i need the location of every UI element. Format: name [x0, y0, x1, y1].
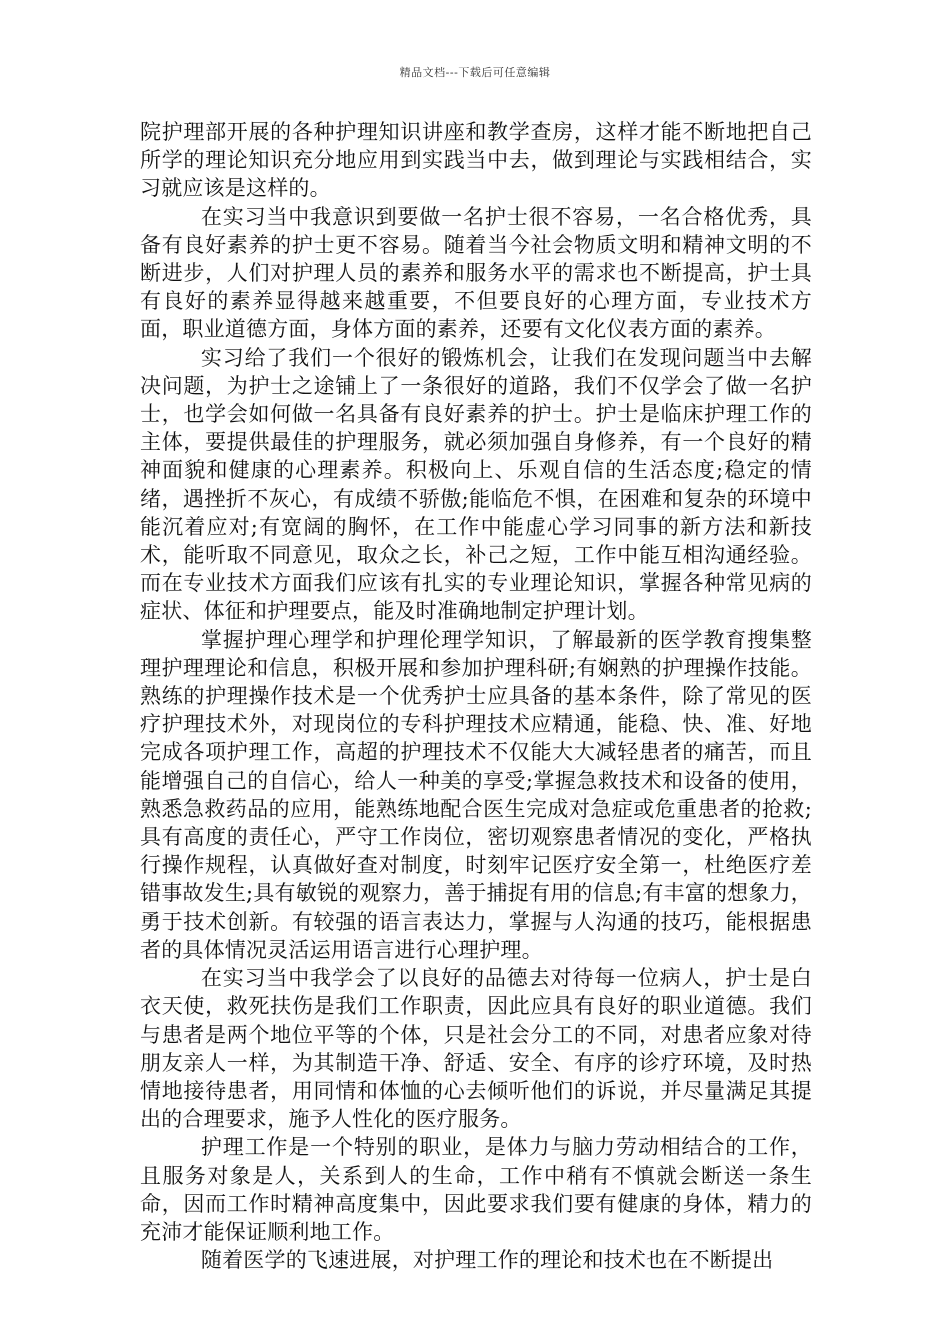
paragraph-continuation: 院护理部开展的各种护理知识讲座和教学查房，这样才能不断地把自己所学的理论知识充分地应用到实践当中去，做到理论与实践相结合，实习就应该是这样的。 — [140, 120, 812, 201]
paragraph-internship-opportunity: 实习给了我们一个很好的锻炼机会，让我们在发现问题当中去解决问题，为护士之途铺上了一条很好的道路，我们不仅学会了做一名护士，也学会如何做一名具备有良好素养的护士。护士是临床护理工作的主体，要提供最佳的护理服务，就必须加强自身修养，有一个良好的精神面貌和健康的心理素养。积极向上、乐观自信的生活态度;稳定的情绪，遇挫折不灰心，有成绩不骄傲;能临危不惧，在困难和复杂的环境中能沉着应对;有宽阔的胸怀，在工作中能虚心学习同事的新方法和新技术，能听取不同意见，取众之长，补己之短，工作中能互相沟通经验。而在专业技术方面我们应该有扎实的专业理论知识，掌握各种常见病的症状、体征和护理要点，能及时准确地制定护理计划。 — [140, 345, 812, 624]
paragraph-medical-progress: 随着医学的飞速进展，对护理工作的理论和技术也在不断提出 — [200, 1248, 774, 1273]
document-body — [140, 118, 812, 1274]
paragraph-professional-ethics: 在实习当中我学会了以良好的品德去对待每一位病人，护士是白衣天使，救死扶伤是我们工作职责，因此应具有良好的职业道德。我们与患者是两个地位平等的个体，只是社会分工的不同，对患者应象对待朋友亲人一样，为其制造干净、舒适、安全、有序的诊疗环境，及时热情地接待患者，用同情和体恤的心去倾听他们的诉说，并尽量满足其提出的合理要求，施予人性化的医疗服务。 — [140, 966, 812, 1132]
paragraph-physical-health: 护理工作是一个特别的职业，是体力与脑力劳动相结合的工作，且服务对象是人，关系到人的生命，工作中稍有不慎就会断送一条生命，因而工作时精神高度集中，因此要求我们要有健康的身体，精力的充沛才能保证顺利地工作。 — [140, 1135, 812, 1244]
paragraph-nurse-qualities: 在实习当中我意识到要做一名护士很不容易，一名合格优秀，具备有良好素养的护士更不容易。随着当今社会物质文明和精神文明的不断进步，人们对护理人员的素养和服务水平的需求也不断提高，护士具有良好的素养显得越来越重要，不但要良好的心理方面，专业技术方面，职业道德方面，身体方面的素养，还要有文化仪表方面的素养。 — [140, 204, 812, 342]
paragraph-nursing-skills: 掌握护理心理学和护理伦理学知识，了解最新的医学教育搜集整理护理理论和信息，积极开展和参加护理科研;有娴熟的护理操作技能。熟练的护理操作技术是一个优秀护士应具备的基本条件，除了常见的医疗护理技术外，对现岗位的专科护理技术应精通，能稳、快、准、好地完成各项护理工作，高超的护理技术不仅能大大减轻患者的痛苦，而且能增强自己的自信心，给人一种美的享受;掌握急救技术和设备的使用，熟悉急救药品的应用，能熟练地配合医生完成对急症或危重患者的抢救;具有高度的责任心，严守工作岗位，密切观察患者情况的变化，严格执行操作规程，认真做好查对制度，时刻牢记医疗安全第一，杜绝医疗差错事故发生;具有敏锐的观察力，善于捕捉有用的信息;有丰富的想象力，勇于技术创新。有较强的语言表达力，掌握与人沟通的技巧，能根据患者的具体情况灵活运用语言进行心理护理。 — [140, 627, 812, 962]
page-header: 精品文档---下载后可任意编辑 — [399, 66, 551, 79]
